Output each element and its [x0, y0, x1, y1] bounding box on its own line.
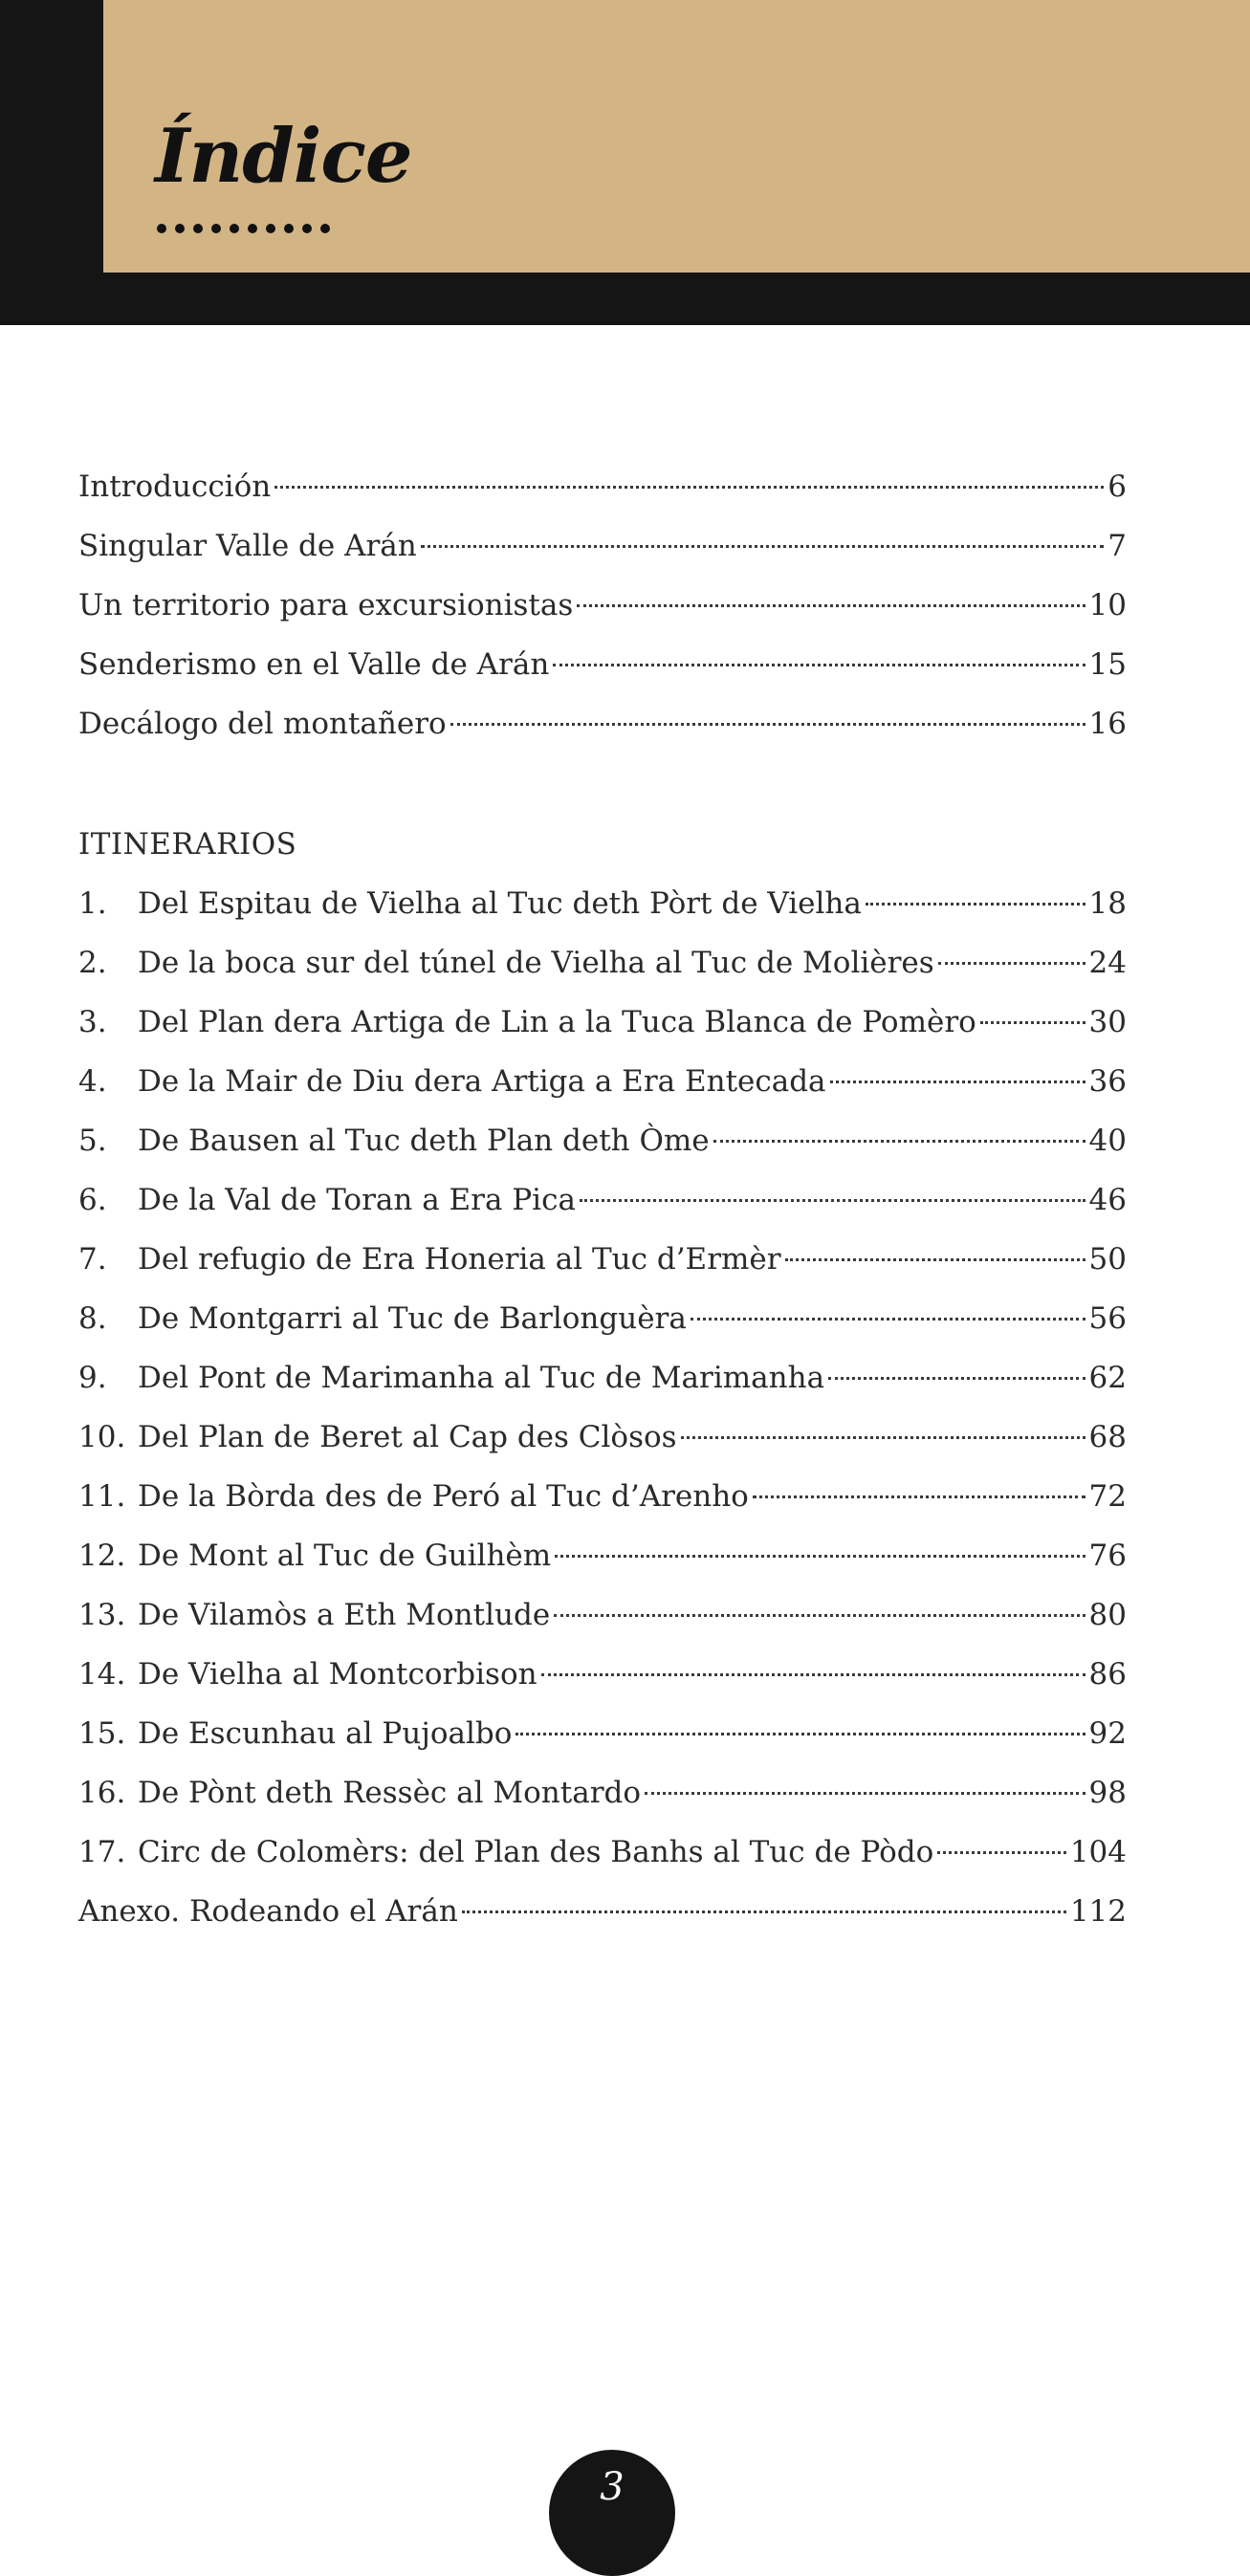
toc-entry-page: 72: [1088, 1479, 1127, 1514]
toc-entry-decalogo[interactable]: [78, 694, 1127, 753]
toc-entry-label: Singular Valle de Arán: [78, 529, 417, 563]
toc-entry-page: 16: [1088, 707, 1127, 741]
dot-leader: [938, 962, 1086, 965]
dot-leader: [515, 1733, 1085, 1736]
toc-entry-label: De la boca sur del túnel de Vielha al Tuc de Molières: [138, 946, 934, 980]
toc-entry-page: 68: [1088, 1420, 1127, 1454]
toc-entry-page: 30: [1088, 1005, 1127, 1039]
toc-entry-itinerary-9[interactable]: [78, 1348, 1127, 1408]
toc-entry-itinerary-7[interactable]: [78, 1230, 1127, 1289]
dot-leader: [421, 545, 1105, 548]
toc-entry-senderismo[interactable]: [78, 635, 1127, 694]
toc-entry-itinerary-12[interactable]: [78, 1526, 1127, 1585]
toc-entry-page: 56: [1088, 1301, 1127, 1336]
toc-entry-singular-valle[interactable]: [78, 516, 1127, 576]
toc-entry-page: 36: [1088, 1064, 1127, 1099]
toc-entry-itinerary-8[interactable]: [78, 1289, 1127, 1348]
toc-entry-page: 10: [1088, 588, 1127, 622]
toc-entry-label: Del Plan dera Artiga de Lin a la Tuca Blanca de Pomèro: [138, 1005, 976, 1039]
dot-leader: [577, 604, 1085, 607]
toc-entry-itinerary-11[interactable]: [78, 1467, 1127, 1526]
toc-entry-page: 86: [1088, 1657, 1127, 1692]
toc-entry-label: Un territorio para excursionistas: [78, 588, 574, 622]
toc-entry-page: 24: [1088, 946, 1127, 980]
toc-entry-page: 76: [1088, 1539, 1127, 1573]
dot-leader: [555, 1555, 1085, 1558]
toc-entry-page: 7: [1107, 529, 1127, 563]
toc-entry-itinerary-4[interactable]: [78, 1052, 1127, 1111]
toc-entry-label: De Escunhau al Pujoalbo: [138, 1716, 513, 1751]
dot-leader: [274, 486, 1104, 489]
toc-entry-number: 4.: [78, 1064, 107, 1099]
toc-entry-itinerary-16[interactable]: [78, 1763, 1127, 1823]
dot-leader: [980, 1021, 1086, 1024]
toc-entry-itinerary-2[interactable]: [78, 933, 1127, 993]
toc-entry-itinerary-17[interactable]: [78, 1823, 1127, 1882]
toc-entry-page: 40: [1088, 1124, 1127, 1158]
toc-entry-number: 13.: [78, 1598, 126, 1632]
toc-entry-page: 92: [1088, 1716, 1127, 1751]
dot-leader: [645, 1792, 1086, 1795]
toc-entry-territorio[interactable]: [78, 576, 1127, 635]
toc-entry-label: Del Plan de Beret al Cap des Clòsos: [138, 1420, 677, 1454]
dot-leader: [937, 1851, 1066, 1854]
toc-entry-page: 18: [1088, 886, 1127, 921]
toc-entry-page: 80: [1088, 1598, 1127, 1632]
toc-entry-label: De Vilamòs a Eth Montlude: [138, 1598, 551, 1632]
table-of-contents: [78, 457, 1127, 1941]
toc-entry-label: De Vielha al Montcorbison: [138, 1657, 537, 1692]
toc-entry-label: Introducción: [78, 469, 272, 504]
dot-leader: [541, 1673, 1086, 1676]
dot-leader: [554, 1614, 1085, 1617]
toc-entry-itinerary-5[interactable]: [78, 1111, 1127, 1170]
toc-entry-number: 1.: [78, 886, 107, 921]
dot-leader: [866, 903, 1086, 906]
dot-leader: [753, 1495, 1086, 1498]
dot-leader: [462, 1910, 1066, 1913]
toc-entry-itinerary-1[interactable]: [78, 874, 1127, 933]
toc-entry-number: 17.: [78, 1835, 126, 1869]
toc-entry-page: 62: [1088, 1361, 1127, 1395]
toc-entry-number: 11.: [78, 1479, 126, 1514]
toc-entry-number: 10.: [78, 1420, 126, 1454]
toc-entry-number: 5.: [78, 1124, 107, 1158]
toc-entry-introduccion[interactable]: [78, 457, 1127, 516]
toc-entry-page: 15: [1088, 647, 1127, 682]
page-number: 3: [600, 2465, 625, 2509]
toc-entry-label: De la Mair de Diu dera Artiga a Era Entecada: [138, 1064, 826, 1099]
toc-entry-label: De Pònt deth Ressèc al Montardo: [138, 1776, 642, 1810]
dot-leader: [691, 1318, 1086, 1321]
toc-entry-number: 16.: [78, 1776, 126, 1810]
toc-entry-annex[interactable]: [78, 1882, 1127, 1941]
toc-entry-page: 50: [1088, 1242, 1127, 1277]
title-dots-divider: [157, 224, 330, 233]
dot-leader: [785, 1258, 1086, 1261]
toc-entry-number: 3.: [78, 1005, 107, 1039]
toc-entry-label: Senderismo en el Valle de Arán: [78, 647, 550, 682]
toc-entry-page: 104: [1069, 1835, 1127, 1869]
toc-entry-label: Decálogo del montañero: [78, 707, 447, 741]
dot-leader: [828, 1377, 1085, 1380]
dot-leader: [681, 1436, 1086, 1439]
toc-entry-itinerary-3[interactable]: [78, 993, 1127, 1052]
toc-entry-number: 12.: [78, 1539, 126, 1573]
toc-entry-label: Anexo. Rodeando el Arán: [78, 1894, 458, 1929]
toc-entry-number: 9.: [78, 1361, 107, 1395]
toc-entry-label: Del Pont de Marimanha al Tuc de Marimanha: [138, 1361, 825, 1395]
toc-entry-number: 7.: [78, 1242, 107, 1277]
toc-entry-label: Del Espitau de Vielha al Tuc deth Pòrt de Vielha: [138, 886, 862, 921]
toc-entry-label: De la Val de Toran a Era Pica: [138, 1183, 576, 1217]
dot-leader: [450, 723, 1086, 726]
dot-leader: [830, 1081, 1086, 1083]
toc-entry-label: De Bausen al Tuc deth Plan deth Òme: [138, 1124, 710, 1158]
toc-entry-label: Del refugio de Era Honeria al Tuc d’Ermèr: [138, 1242, 781, 1277]
toc-entry-number: 8.: [78, 1301, 107, 1336]
toc-entry-page: 6: [1107, 469, 1127, 504]
toc-entry-label: Circ de Colomèrs: del Plan des Banhs al Tuc de Pòdo: [138, 1835, 934, 1869]
section-heading-itinerarios: ITINERARIOS: [78, 827, 297, 862]
toc-entry-number: 15.: [78, 1716, 126, 1751]
toc-entry-page: 112: [1069, 1894, 1127, 1929]
toc-entry-label: De Montgarri al Tuc de Barlonguèra: [138, 1301, 687, 1336]
toc-entry-label: De Mont al Tuc de Guilhèm: [138, 1539, 552, 1573]
toc-entry-number: 2.: [78, 946, 107, 980]
toc-entry-number: 6.: [78, 1183, 107, 1217]
dot-leader: [553, 664, 1085, 666]
toc-entry-itinerary-14[interactable]: [78, 1645, 1127, 1704]
toc-entry-page: 98: [1088, 1776, 1127, 1810]
page-title: Índice: [155, 113, 412, 200]
toc-entry-itinerary-10[interactable]: [78, 1408, 1127, 1467]
dot-leader: [580, 1199, 1086, 1202]
toc-entry-itinerary-15[interactable]: [78, 1704, 1127, 1763]
dot-leader: [713, 1140, 1086, 1143]
toc-entry-itinerary-13[interactable]: [78, 1585, 1127, 1645]
toc-entry-label: De la Bòrda des de Peró al Tuc d’Arenho: [138, 1479, 749, 1514]
toc-entry-itinerary-6[interactable]: [78, 1170, 1127, 1230]
toc-entry-number: 14.: [78, 1657, 126, 1692]
toc-entry-page: 46: [1088, 1183, 1127, 1217]
